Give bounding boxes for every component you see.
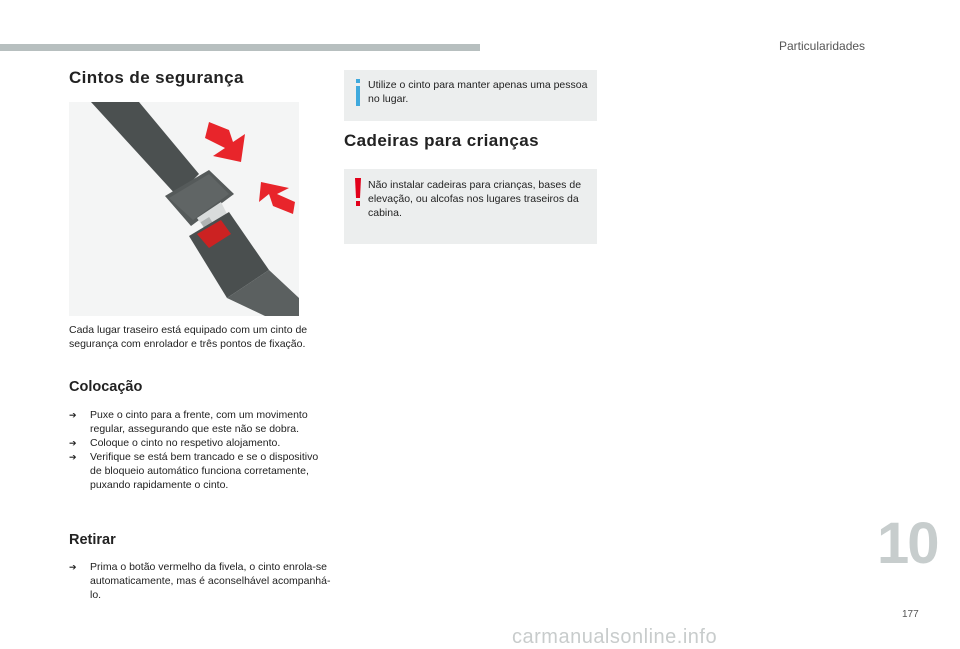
page-title: Cintos de segurança: [69, 68, 244, 87]
intro-text: Cada lugar traseiro está equipado com um cinto de segurança com enrolador e três pontos de fixação.: [69, 324, 308, 350]
warning-note: [344, 169, 597, 244]
heading-retirar: Retirar: [69, 532, 116, 548]
warning-icon: [352, 178, 364, 208]
list-item: ➔ Puxe o cinto para a frente, com um movimento regular, assegurando que este não se dobra.: [69, 409, 308, 435]
heading-colocacao: Colocação: [69, 379, 143, 395]
arrow-bullet-icon: ➔: [69, 562, 77, 572]
info-icon: [353, 79, 363, 107]
watermark: carmanualsonline.info: [512, 626, 718, 648]
info-note-text: Utilize o cinto para manter apenas uma pessoa no lugar.: [368, 79, 588, 105]
info-note: [344, 70, 597, 121]
arrow-bullet-icon: ➔: [69, 452, 77, 462]
list-item: ➔ Coloque o cinto no respetivo alojamento.: [69, 437, 281, 449]
seatbelt-photo: [69, 102, 299, 316]
arrow-bullet-icon: ➔: [69, 438, 77, 448]
retirar-list: [69, 560, 331, 602]
list-item: ➔ Verifique se está bem trancado e se o dispositivo de bloqueio automático funciona corretamente, puxando rapidamente o cinto.: [69, 451, 319, 491]
warning-note-text: Não instalar cadeiras para crianças, bases de elevação, ou alcofas nos lugares traseiros da cabina.: [368, 179, 582, 219]
list-item: ➔ Prima o botão vermelho da fivela, o cinto enrola-se automaticamente, mas é aconselhável acompanhá-lo.: [69, 561, 331, 601]
chapter-number: 10: [877, 511, 938, 576]
section-title: Particularidades: [779, 39, 866, 53]
colocacao-list: [69, 408, 331, 492]
header-bar: [0, 44, 480, 51]
child-seats-title: Cadeiras para crianças: [344, 131, 539, 150]
page-number: 177: [902, 609, 919, 620]
arrow-bullet-icon: ➔: [69, 410, 77, 420]
